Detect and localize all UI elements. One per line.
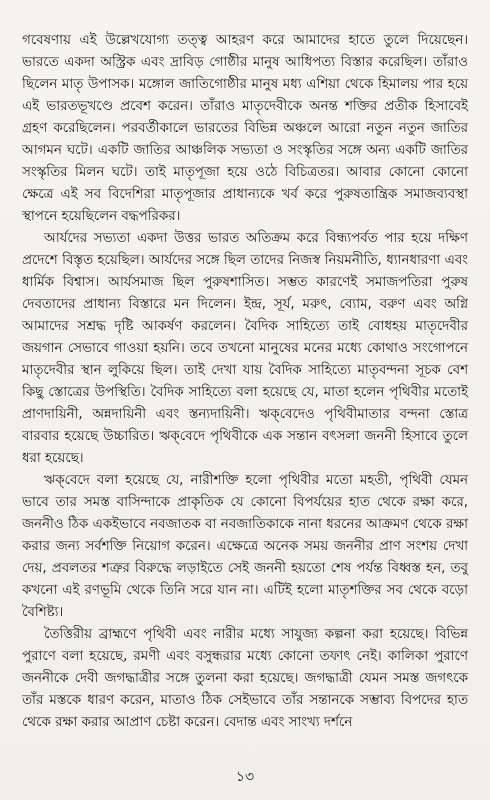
body-text [22, 30, 468, 734]
paragraph-4: তৈত্তিরীয় ব্রাহ্মণে পৃথিবী এবং নারীর মধ্যে সাযুজ্য কল্পনা করা হয়েছে। বিভিন্ন পুরাণে বলা হয়েছে, রমণী এবং বসুন্ধরার মধ্যে কোনো তফাৎ নেই। কালিকা পুরাণে জননীকে দেবী জগদ্ধাত্রীর সঙ্গে তুলনা করা হয়েছে। জগদ্ধাত্রী যেমন সমস্ত জগৎকে তাঁর মস্তকে ধারণ করেন, মাতাও ঠিক সেইভাবে তাঁর সন্তানকে সম্ভাব্য বিপদের হাত থেকে রক্ষা করার আপ্রাণ চেষ্টা করেন। বেদান্ত এবং সাংখ্য দর্শনে [22, 627, 468, 730]
paragraph-1: গবেষণায় এই উল্লেখযোগ্য তত্ত্ব আহরণ করে আমাদের হাতে তুলে দিয়েছেন। ভারতে একদা অস্ট্রিক এবং দ্রাবিড় গোষ্ঠীর মানুষ আধিপত্য বিস্তার করেছিল। তাঁরাও ছিলেন মাতৃ উপাসক। মঙ্গোল জাতিগোষ্ঠীর মানুষ মধ্য এশিয়া থেকে হিমালয় পার হয়ে এই ভারতভূখণ্ডে প্রবেশ করেন। তাঁরাও মাতৃদেবীকে অনন্ত শক্তির প্রতীক হিসাবেই গ্রহণ করেছিলেন। পরবর্তীকালে ভারতের বিভিন্ন অঞ্চলে আরো নতুন নতুন জাতির আগমন ঘটে। একটি জাতির আঞ্চলিক সভ্যতা ও সংস্কৃতির সঙ্গে অন্য একটি জাতির সংস্কৃতির মিলন ঘটে। তাই মাতৃপূজা হয়ে ওঠে বিচিত্রতর। আবার কোনো কোনো ক্ষেত্রে এই সব বিদেশিরা মাতৃপূজার প্রাধান্যকে খর্ব করে পুরুষতান্ত্রিক সমাজব্যবস্থা স্থাপনে হয়েছিলেন বদ্ধপরিকর। [22, 33, 468, 224]
page-number: ১৩ [235, 769, 255, 785]
paragraph-3: ঋক্‌বেদে বলা হয়েছে যে, নারীশক্তি হলো পৃথিবীর মতো মহতী, পৃথিবী যেমন ভাবে তার সমস্ত বাসিন্দাকে প্রাকৃতিক যে কোনো বিপর্যয়ের হাত থেকে রক্ষা করে, জননীও ঠিক একইভাবে নবজাতক বা নবজাতিকাকে নানা ধরনের আক্রমণ থেকে রক্ষা করার জন্য সর্বশক্তি নিয়োগ করেন। এক্ষেত্রে অনেক সময় জননীর প্রাণ সংশয় দেখা দেয়, প্রবলতর শত্রুর বিরুদ্ধে লড়াইতে সেই জননী হয়তো শেষ পর্যন্ত বিধ্বস্ত হন, তবু কখনো এই রণভূমি থেকে তিনি সরে যান না। এটিই হলো মাতৃশক্তির সব থেকে বড়ো বৈশিষ্ট্য। [22, 473, 468, 620]
paragraph-2: আর্যদের সভ্যতা একদা উত্তর ভারত অতিক্রম করে বিন্ধ্যপর্বত পার হয়ে দক্ষিণ প্রদেশে বিস্তৃত হয়েছিল। আর্যদের সঙ্গে ছিল তাদের নিজস্ব নিয়মনীতি, ধ্যানধারণা এবং ধার্মিক বিশ্বাস। আর্যসমাজ ছিল পুরুষশাসিত। সম্ভত কারণেই সমাজপতিরা পুরুষ দেবতাদের প্রাধান্য বিস্তারে মন দিলেন। ইন্দ্র, সূর্য, মরুৎ, ব্যোম, বরুণ এবং অগ্নি আমাদের সশ্রদ্ধ দৃষ্টি আকর্ষণ করলেন। বৈদিক সাহিত্যে তাই বোধহয় মাতৃদেবীর জয়গান সেভাবে গাওয়া হয়নি। তবে তখনো মানুষের মনের মধ্যে কোথাও সংগোপনে মাতৃদেবীর স্থান লুকিয়ে ছিল। তাই দেখা যায় বৈদিক সাহিত্যে মাতৃবন্দনা সূচক বেশ কিছু স্তোত্রের উপস্থিতি। বৈদিক সাহিত্যে বলা হয়েছে যে, মাতা হলেন পৃথিবীর মতোই প্রাণদায়িনী, অন্নদায়িনী এবং স্তন্যদায়িনী। ঋক্‌বেদেও পৃথিবীমাতার বন্দনা স্তোত্র বারবার হয়েছে উচ্চারিত। ঋক্‌বেদে পৃথিবীকে এক সন্তান বৎসলা জননী হিসাবে তুলে ধরা হয়েছে। [22, 231, 468, 466]
